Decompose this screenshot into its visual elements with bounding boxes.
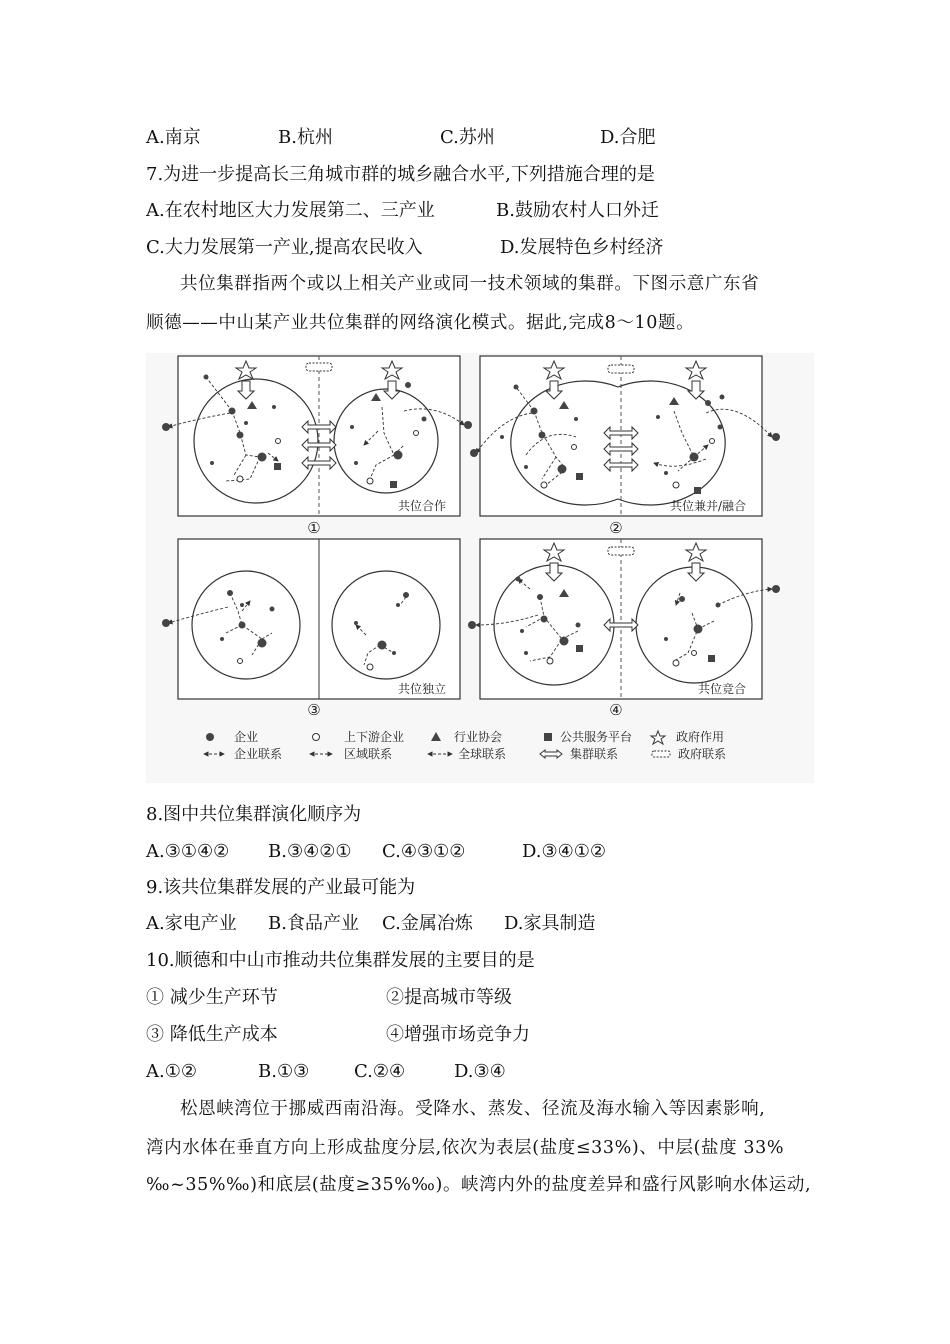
q6-option-a[interactable]: A.南京 [146, 127, 201, 148]
q9-option-c[interactable]: C.金属冶炼 [382, 913, 473, 934]
q9-option-b[interactable]: B.食品产业 [268, 913, 359, 934]
legend-government-role: 政府作用 [676, 730, 725, 744]
intro-paragraph-2-line-1: 松恩峡湾位于挪威西南沿海。受降水、蒸发、径流及海水输入等因素影响, [180, 1099, 766, 1119]
q8-option-c[interactable]: C.④③①② [382, 841, 466, 862]
panel-3-caption: 共位独立 [398, 682, 447, 696]
cluster-evolution-figure [146, 353, 814, 783]
panel-2 [470, 356, 780, 516]
legend-government-link: 政府联系 [678, 747, 727, 761]
q8-option-a[interactable]: A.③①④② [146, 841, 230, 862]
q9-option-d[interactable]: D.家具制造 [504, 913, 596, 934]
intro-paragraph-2-line-3: ‰~35%‰)和底层(盐度≥35%‰)。峡湾内外的盐度差异和盛行风影响水体运动, [146, 1175, 812, 1195]
q6-option-d[interactable]: D.合肥 [600, 127, 656, 148]
legend-cluster-link: 集群联系 [570, 747, 619, 761]
q7-option-b[interactable]: B.鼓励农村人口外迁 [496, 200, 659, 221]
intro-paragraph-1-line-2: 顺德——中山某产业共位集群的网络演化模式。据此,完成8～10题。 [146, 313, 695, 333]
legend-global-link: 全球联系 [458, 747, 507, 761]
q10-item-4: ④增强市场竞争力 [386, 1024, 530, 1045]
panel-1-caption: 共位合作 [398, 499, 447, 513]
panel-3 [162, 539, 460, 699]
q8-option-b[interactable]: B.③④②① [268, 841, 352, 862]
panel-3-number: ③ [307, 701, 321, 719]
panel-4-number: ④ [609, 701, 623, 719]
legend-public-service-platform: 公共服务平台 [560, 730, 633, 744]
q6-option-c[interactable]: C.苏州 [440, 127, 495, 148]
legend-upstream-downstream: 上下游企业 [344, 730, 405, 744]
q10-item-2: ②提高城市等级 [386, 987, 512, 1008]
q8-option-d[interactable]: D.③④①② [522, 841, 607, 862]
q10-stem: 10.顺德和中山市推动共位集群发展的主要目的是 [146, 950, 535, 971]
panel-1 [162, 356, 472, 516]
panel-1-number: ① [307, 519, 321, 537]
q7-option-d[interactable]: D.发展特色乡村经济 [500, 237, 664, 258]
q10-item-1: ① 减少生产环节 [146, 987, 278, 1008]
q9-stem: 9.该共位集群发展的产业最可能为 [146, 877, 416, 898]
q7-stem: 7.为进一步提高长三角城市群的城乡融合水平,下列措施合理的是 [146, 164, 655, 185]
q10-option-b[interactable]: B.①③ [258, 1061, 310, 1082]
intro-paragraph-1-line-1: 共位集群指两个或以上相关产业或同一技术领域的集群。下图示意广东省 [180, 274, 760, 294]
legend-industry-association: 行业协会 [454, 730, 503, 744]
q10-item-3: ③ 降低生产成本 [146, 1024, 278, 1045]
legend-enterprise-link: 企业联系 [234, 747, 283, 761]
panel-2-caption: 共位兼并/融合 [670, 499, 747, 513]
panel-2-number: ② [609, 519, 623, 537]
q7-option-a[interactable]: A.在农村地区大力发展第二、三产业 [146, 200, 435, 221]
q6-option-b[interactable]: B.杭州 [278, 127, 333, 148]
intro-paragraph-2-line-2: 湾内水体在垂直方向上形成盐度分层,依次为表层(盐度≤33%)、中层(盐度 33% [146, 1138, 785, 1158]
q9-option-a[interactable]: A.家电产业 [146, 913, 237, 934]
panel-4-caption: 共位竞合 [698, 682, 747, 696]
legend-regional-link: 区域联系 [344, 747, 393, 761]
q7-option-c[interactable]: C.大力发展第一产业,提高农民收入 [146, 237, 423, 258]
q10-option-c[interactable]: C.②④ [354, 1061, 406, 1082]
legend-enterprise: 企业 [234, 730, 259, 744]
q8-stem: 8.图中共位集群演化顺序为 [146, 804, 362, 825]
q10-option-d[interactable]: D.③④ [454, 1061, 506, 1082]
q10-option-a[interactable]: A.①② [146, 1061, 197, 1082]
panel-4 [468, 539, 780, 699]
